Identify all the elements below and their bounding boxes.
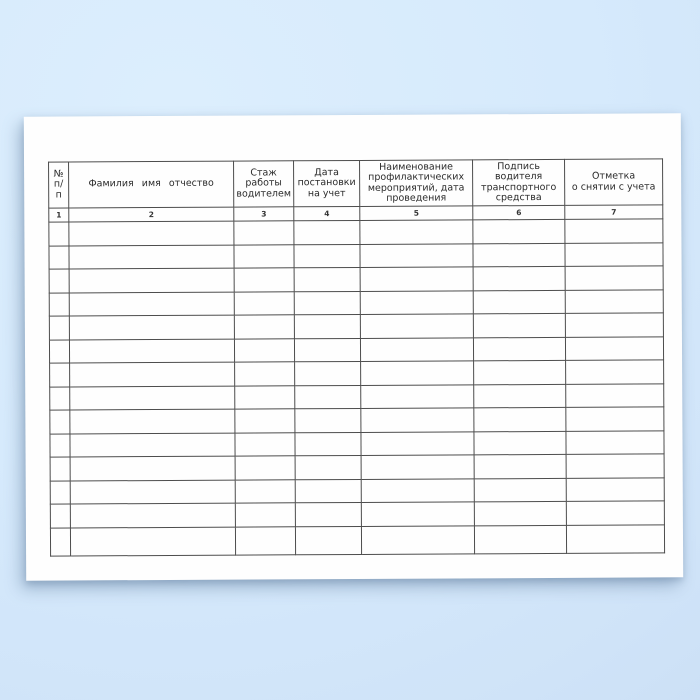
table-row [50,524,664,555]
table-cell [70,456,235,480]
table-cell [49,222,69,246]
column-header-full-name: Фамилия имя отчество [69,161,234,208]
table-cell [565,266,663,290]
table-cell [234,244,294,268]
table-cell [294,267,360,291]
table-cell [50,410,70,434]
table-cell [69,245,234,269]
table-cell [565,219,663,243]
table-cell [473,266,565,290]
table-cell [360,314,473,338]
table-cell [361,478,474,502]
table-cell [473,219,565,243]
table-cell [50,527,70,555]
table-row [49,242,663,269]
table-cell [361,408,474,432]
table-header-row [49,159,663,208]
table-cell [360,337,473,361]
table-cell [360,243,473,267]
table-cell [295,361,361,385]
table-cell [565,336,663,360]
table-cell [49,339,69,363]
table-row [50,430,664,457]
table-cell [474,454,566,478]
table-row [49,219,663,246]
table-cell [235,362,295,386]
column-number-3: 3 [234,207,294,221]
table-cell [474,431,566,455]
column-header-registration-date: Дата постановки на учет [294,160,360,206]
table-cell [69,268,234,292]
column-number-4: 4 [294,206,360,220]
table-row [50,383,664,410]
table-cell [235,409,295,433]
table-cell [235,503,295,527]
table-cell [294,220,360,244]
table-cell [49,316,69,340]
table-row [49,266,663,293]
table-cell [50,480,70,504]
column-number-7: 7 [565,205,663,220]
table-cell [566,501,664,525]
column-header-driver-signature: Подпись водителя транспортного средства [473,159,565,205]
table-cell [234,338,294,362]
table-cell [360,267,473,291]
table-cell [473,243,565,267]
table-cell [49,269,69,293]
table-cell [49,245,69,269]
table-cell [235,432,295,456]
table-row [50,407,664,434]
table-cell [70,409,235,433]
table-cell [566,454,664,478]
table-cell [360,290,473,314]
table-row [49,289,663,316]
column-number-6: 6 [473,205,565,219]
table-cell [474,360,566,384]
table-cell [565,289,663,313]
table-cell [361,502,474,526]
table-cell [360,220,473,244]
column-number-5: 5 [360,206,473,221]
blank-rows [49,219,665,556]
table-cell [474,478,566,502]
drivers-registration-table [48,158,665,556]
table-cell [473,313,565,337]
table-cell [295,455,361,479]
column-header-number: № п/п [49,162,69,208]
table-cell [565,313,663,337]
column-number-1: 1 [49,208,69,222]
table-cell [474,525,566,553]
table-cell [50,433,70,457]
table-cell [70,527,235,556]
table-cell [69,315,234,339]
table-cell [50,504,70,528]
table-cell [566,430,664,454]
table-cell [294,244,360,268]
table-cell [566,360,664,384]
table-cell [235,526,295,554]
table-cell [473,290,565,314]
table-row [49,336,663,363]
table-cell [361,384,474,408]
table-cell [295,408,361,432]
table-cell [473,337,565,361]
table-cell [361,361,474,385]
table-cell [566,524,664,553]
table-cell [295,385,361,409]
column-header-preventive-measures: Наименование профилактических мероприятий, дата проведения [360,160,473,207]
column-number-2: 2 [69,207,234,222]
table-cell [294,338,360,362]
table-cell [49,292,69,316]
table-cell [235,479,295,503]
table-cell [474,501,566,525]
table-cell [295,479,361,503]
table-cell [235,385,295,409]
table-cell [69,292,234,316]
table-row [50,477,664,504]
table-cell [50,363,70,387]
table-cell [50,457,70,481]
table-cell [295,526,361,554]
table-cell [234,291,294,315]
table-cell [295,432,361,456]
table-cell [70,503,235,527]
column-header-driving-experience: Стаж работы водителем [234,161,294,207]
table-cell [566,407,664,431]
table-cell [235,456,295,480]
table-cell [474,407,566,431]
table-cell [361,525,474,554]
column-header-deregistration-mark: Отметка о снятии с учета [565,159,663,206]
table-cell [294,291,360,315]
table-cell [566,477,664,501]
table-cell [474,384,566,408]
table-cell [295,502,361,526]
table-cell [361,455,474,479]
table-cell [566,383,664,407]
table-cell [69,221,234,245]
table-cell [69,339,234,363]
table-cell [70,433,235,457]
table-row [50,501,664,528]
table-row [50,454,664,481]
table-cell [234,221,294,245]
table-cell [361,431,474,455]
table-cell [234,268,294,292]
table-cell [70,362,235,386]
table-cell [294,314,360,338]
table-cell [234,315,294,339]
table-cell [565,242,663,266]
journal-page [24,113,683,580]
table-cell [70,480,235,504]
table-row [50,360,664,387]
table-cell [70,386,235,410]
table-row [49,313,663,340]
table-cell [50,386,70,410]
